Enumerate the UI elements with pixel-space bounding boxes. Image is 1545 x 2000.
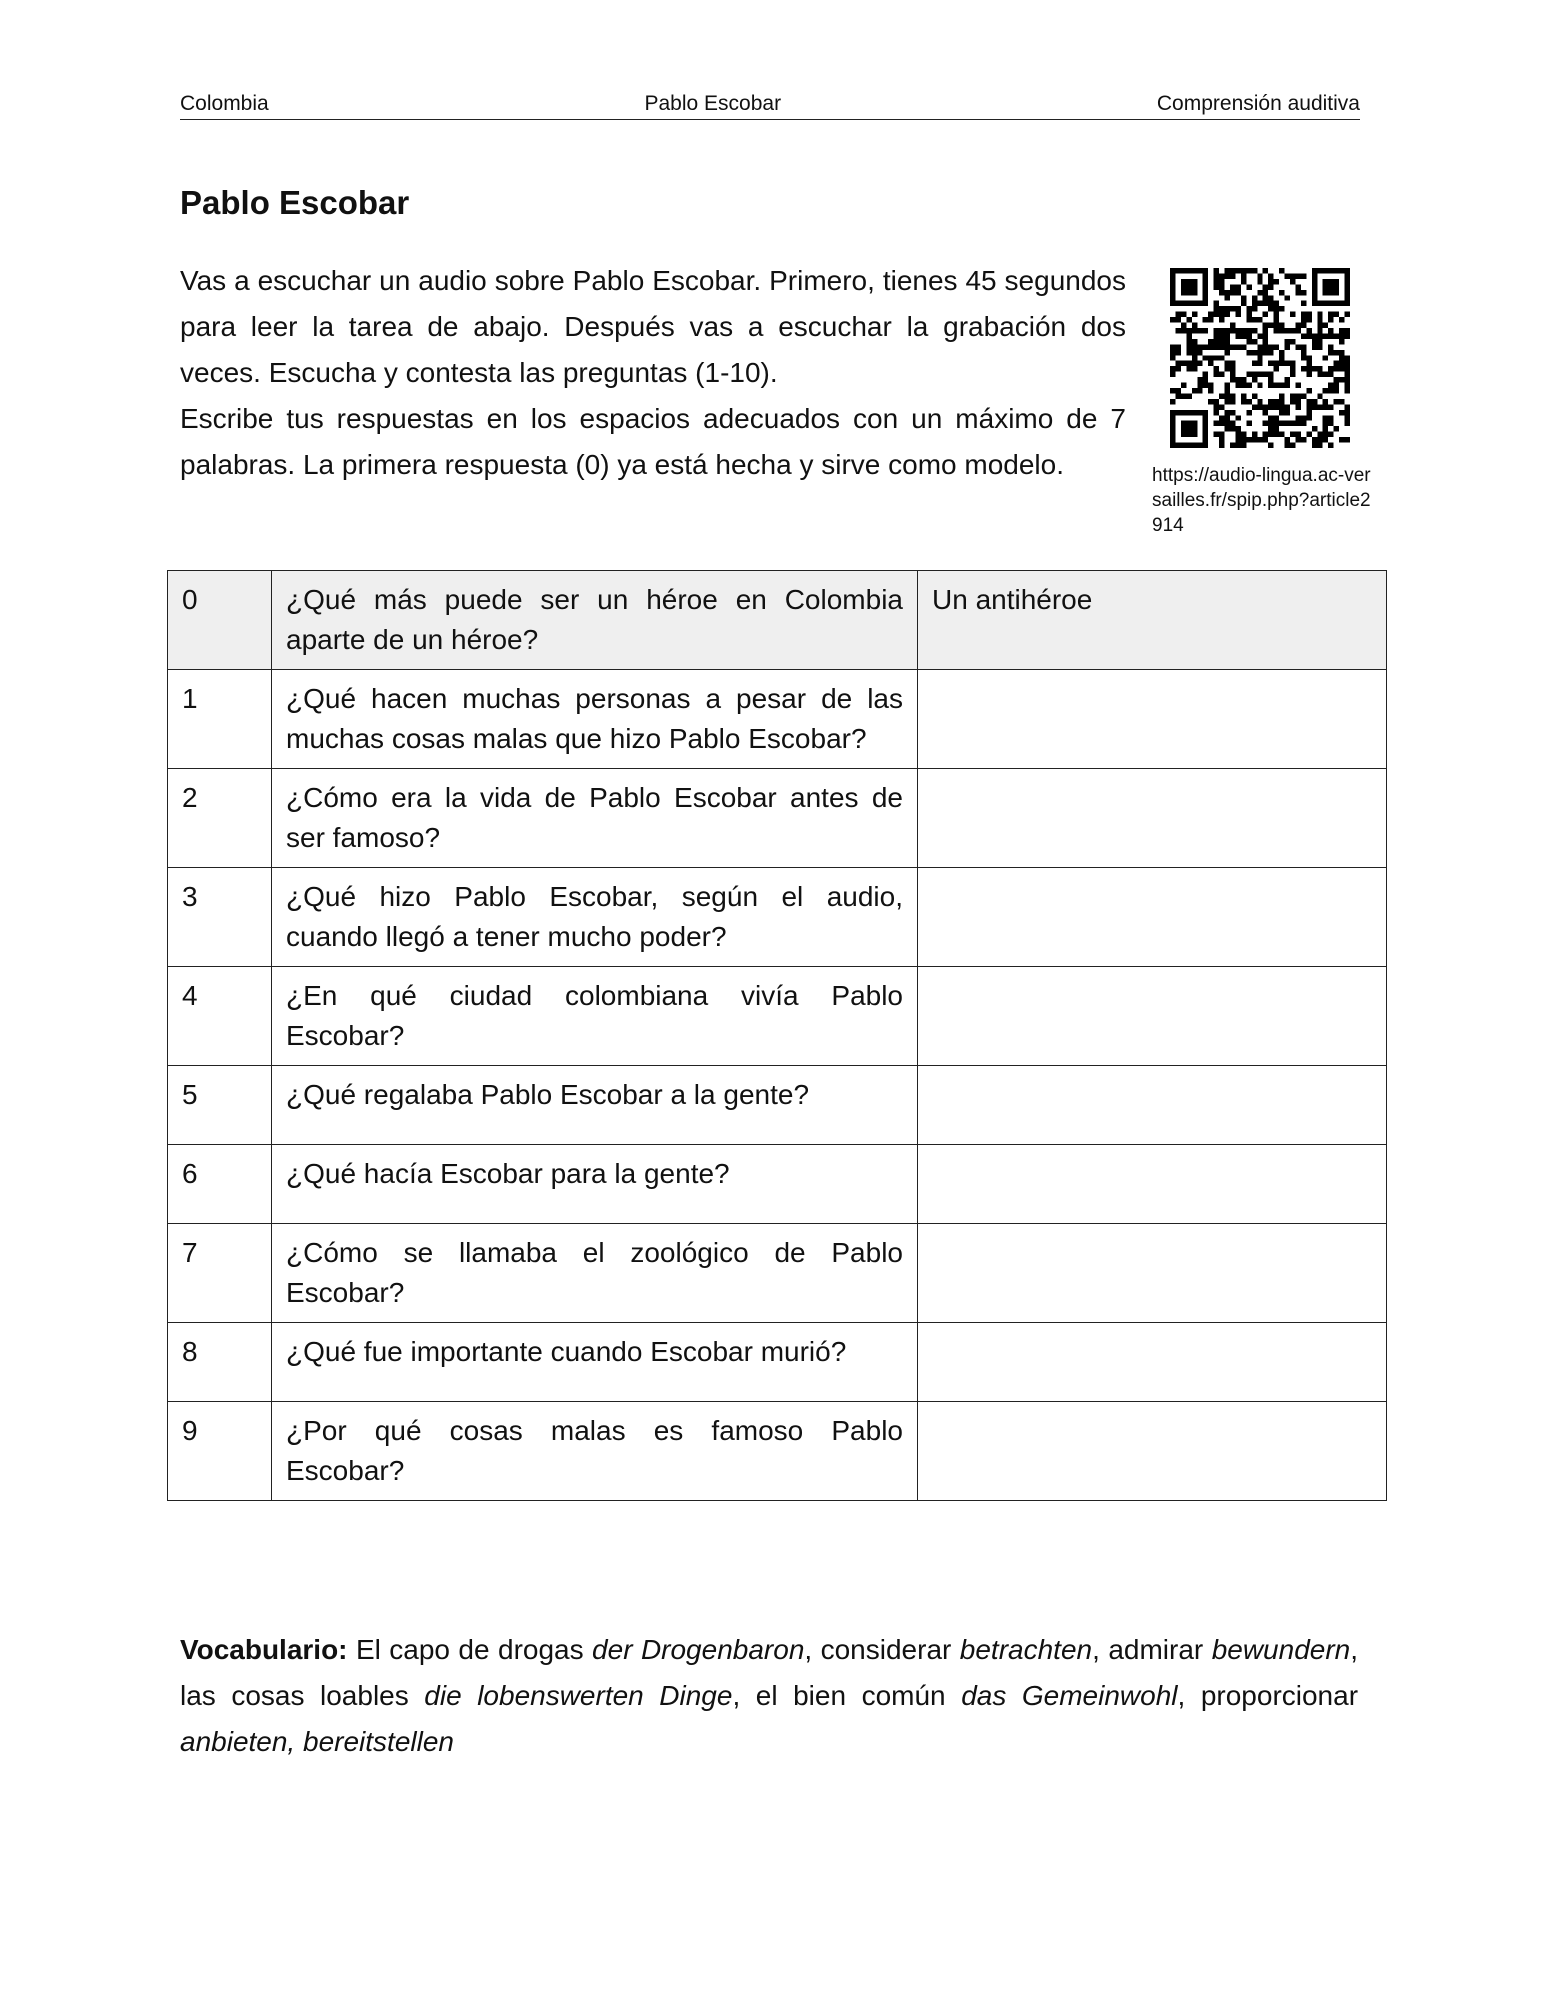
vocab-term: las cosas loables: [180, 1680, 409, 1711]
question-text: ¿Qué fue importante cuando Escobar murió?: [272, 1323, 918, 1402]
answer-field[interactable]: [918, 769, 1387, 868]
table-row: [168, 1402, 1387, 1501]
vocab-term: el bien común: [755, 1680, 946, 1711]
answer-field[interactable]: [918, 670, 1387, 769]
question-text: ¿Cómo era la vida de Pablo Escobar antes de ser famoso?: [272, 769, 918, 868]
questions-table: [167, 570, 1387, 1501]
question-number: 2: [168, 769, 272, 868]
answer-field[interactable]: [918, 1402, 1387, 1501]
page-title: Pablo Escobar: [180, 184, 410, 221]
question-text: ¿Qué hacía Escobar para la gente?: [272, 1145, 918, 1224]
vocabulary-label: Vocabulario:: [180, 1634, 348, 1665]
question-text: ¿Por qué cosas malas es famoso Pablo Escobar?: [272, 1402, 918, 1501]
answer-field[interactable]: [918, 1224, 1387, 1323]
question-text: ¿Qué hizo Pablo Escobar, según el audio, cuando llegó a tener mucho poder?: [272, 868, 918, 967]
question-text: ¿Cómo se llamaba el zoológico de Pablo Escobar?: [272, 1224, 918, 1323]
vocab-translation: bewundern: [1211, 1634, 1351, 1665]
question-number: 0: [168, 571, 272, 670]
question-number: 3: [168, 868, 272, 967]
vocab-term: admirar: [1108, 1634, 1204, 1665]
question-number: 4: [168, 967, 272, 1066]
table-row: [168, 1323, 1387, 1402]
vocab-term: considerar: [820, 1634, 952, 1665]
table-row: [168, 967, 1387, 1066]
question-number: 9: [168, 1402, 272, 1501]
instructions: [180, 258, 1126, 488]
vocab-translation: die lobenswerten Dinge: [424, 1680, 733, 1711]
question-number: 8: [168, 1323, 272, 1402]
table-row: [168, 571, 1387, 670]
question-number: 1: [168, 670, 272, 769]
vocabulary: Vocabulario: El capo de drogas der Drogenbaron, considerar betrachten, admirar bewundern, las cosas loables die lobenswerten Dinge, el bien común das Gemeinwohl, proporcionar anbieten, bereitstellen: [180, 1634, 1359, 1757]
table-row: [168, 868, 1387, 967]
vocab-translation: anbieten, bereitstellen: [180, 1726, 454, 1757]
vocab-term: proporcionar: [1200, 1680, 1359, 1711]
table-row: [168, 1145, 1387, 1224]
instructions-para-2: Escribe tus respuestas en los espacios adecuados con un máximo de 7 palabras. La primera respuesta (0) ya está hecha y sirve como modelo.: [180, 403, 1126, 480]
table-row: [168, 769, 1387, 868]
question-text: ¿Qué más puede ser un héroe en Colombia aparte de un héroe?: [272, 571, 918, 670]
question-text: ¿Qué hacen muchas personas a pesar de las muchas cosas malas que hizo Pablo Escobar?: [272, 670, 918, 769]
example-answer: Un antihéroe: [918, 571, 1387, 670]
audio-url[interactable]: https://audio-lingua.ac-versailles.fr/spip.php?article2914: [1152, 465, 1371, 536]
instructions-para-1: Vas a escuchar un audio sobre Pablo Escobar. Primero, tienes 45 segundos para leer la tarea de abajo. Después vas a escuchar la grabación dos veces. Escucha y contesta las preguntas (1-10).: [180, 265, 1126, 388]
vocab-translation: das Gemeinwohl: [961, 1680, 1178, 1711]
header-center: Pablo Escobar: [644, 92, 782, 115]
question-number: 5: [168, 1066, 272, 1145]
vocab-translation: der Drogenbaron: [592, 1634, 805, 1665]
vocab-translation: betrachten: [959, 1634, 1093, 1665]
header-right: Comprensión auditiva: [1156, 92, 1360, 115]
question-number: 6: [168, 1145, 272, 1224]
table-row: [168, 670, 1387, 769]
header-left: Colombia: [180, 92, 269, 115]
table-row: [168, 1066, 1387, 1145]
qr-code-icon[interactable]: [1170, 268, 1350, 448]
answer-field[interactable]: [918, 1145, 1387, 1224]
qr-block: [1152, 268, 1374, 538]
answer-field[interactable]: [918, 967, 1387, 1066]
answer-field[interactable]: [918, 1066, 1387, 1145]
question-number: 7: [168, 1224, 272, 1323]
vocab-term: El capo de drogas: [355, 1634, 584, 1665]
answer-field[interactable]: [918, 1323, 1387, 1402]
page-header: [180, 92, 1360, 120]
question-text: ¿Qué regalaba Pablo Escobar a la gente?: [272, 1066, 918, 1145]
table-row: [168, 1224, 1387, 1323]
question-text: ¿En qué ciudad colombiana vivía Pablo Escobar?: [272, 967, 918, 1066]
answer-field[interactable]: [918, 868, 1387, 967]
